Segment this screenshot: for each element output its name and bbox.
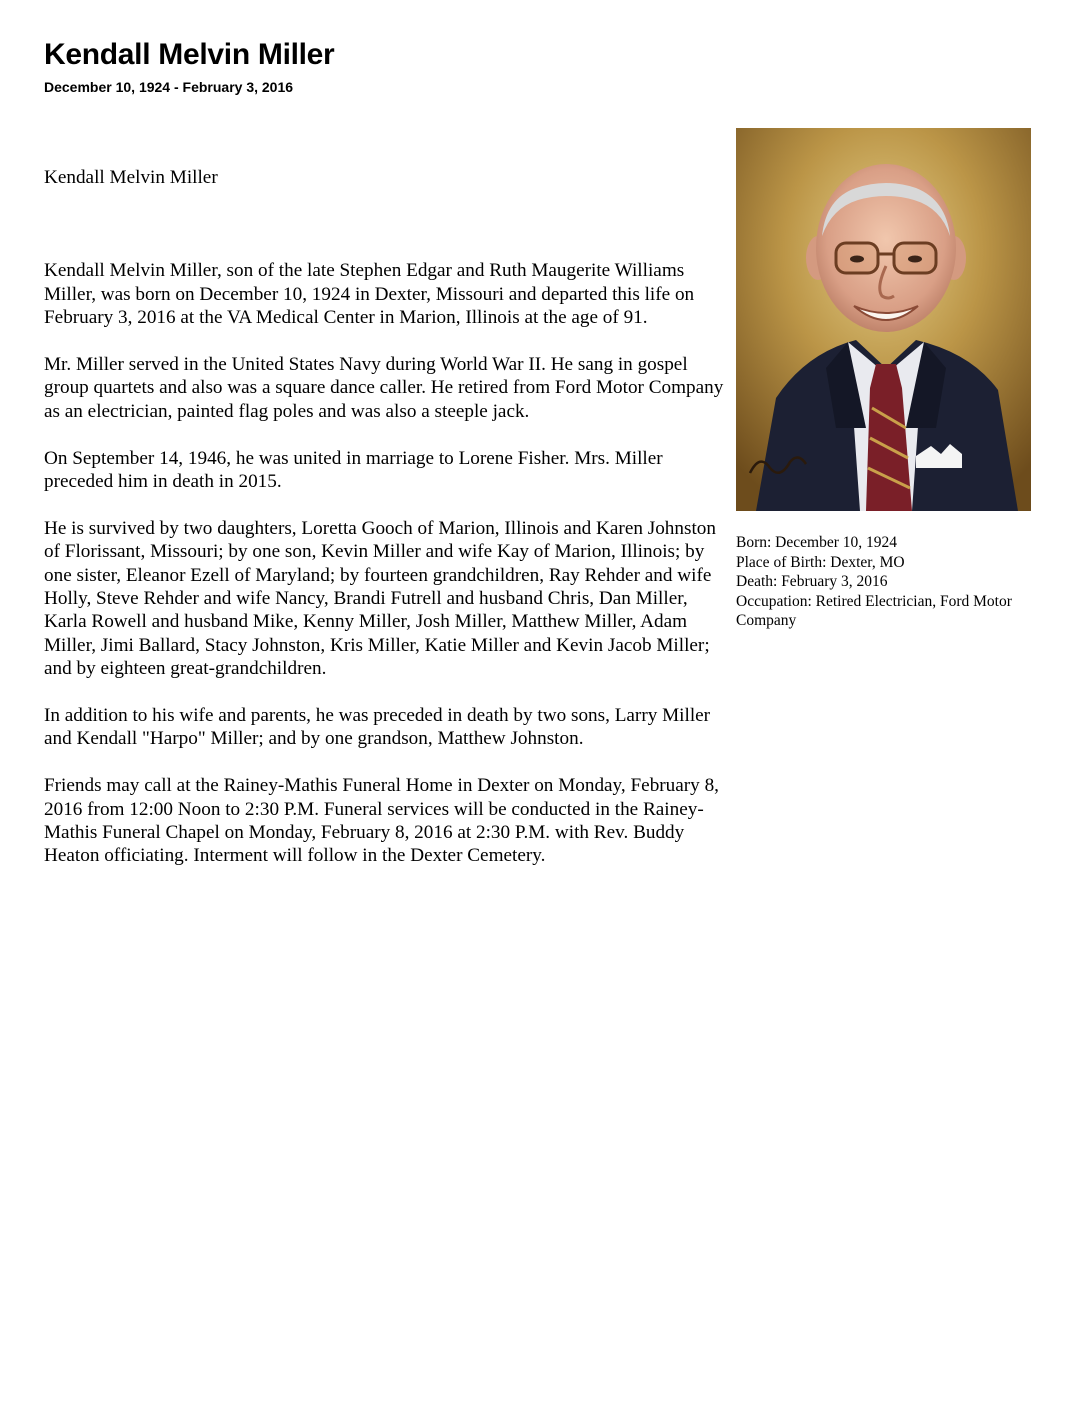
portrait-illustration: [736, 128, 1031, 511]
obituary-paragraph: Mr. Miller served in the United States Navy during World War II. He sang in gospel group quartets and also was a square dance caller. He retired from Ford Motor Company as an electrician, painted flag poles and was also a steeple jack.: [44, 354, 724, 422]
fact-death: Death: February 3, 2016: [736, 573, 888, 591]
biographical-facts: [736, 533, 1036, 631]
obituary-paragraph: In addition to his wife and parents, he was preceded in death by two sons, Larry Miller and Kendall "Harpo" Miller; and by one grandson, Matthew Johnston.: [44, 705, 711, 750]
obituary-paragraph: Kendall Melvin Miller, son of the late Stephen Edgar and Ruth Maugerite Williams Miller, was born on December 10, 1924 in Dexter, Missouri and departed this life on February 3, 2016 at the VA Medical Center in Marion, Illinois at the age of 91.: [44, 260, 695, 329]
obituary-paragraph: On September 14, 1946, he was united in marriage to Lorene Fisher. Mrs. Miller preceded him in death in 2015.: [44, 447, 663, 493]
life-dates: December 10, 1924 - February 3, 2016: [44, 79, 294, 95]
fact-place-of-birth: Place of Birth: Dexter, MO: [736, 553, 905, 571]
fact-occupation: Occupation: Retired Electrician, Ford Motor Company: [736, 592, 1012, 630]
page-title: Kendall Melvin Miller: [44, 38, 335, 71]
obituary-paragraph: Friends may call at the Rainey-Mathis Funeral Home in Dexter on Monday, February 8, 2016 from 12:00 Noon to 2:30 P.M. Funeral services will be conducted in the Rainey-Mathis Funeral Chapel on Monday, February 8, 2016 at 2:30 P.M. with Rev. Buddy Heaton officiating. Interment will follow in the Dexter Cemetery.: [44, 775, 719, 867]
fact-born: Born: December 10, 1924: [736, 534, 897, 551]
obituary-intro-name: Kendall Melvin Miller: [44, 167, 218, 188]
portrait-photo: [736, 128, 1031, 511]
obituary-body: [44, 166, 724, 891]
obituary-paragraph: He is survived by two daughters, Loretta Gooch of Marion, Illinois and Karen Johnston of Florissant, Missouri; by one son, Kevin Miller and wife Kay of Marion, Illinois; by one sister, Eleanor Ezell of Maryland; by fourteen grandchildren, Ray Rehder and wife Holly, Steve Rehder and wife Nancy, Brandi Futrell and husband Chris, Dan Miller, Karla Rowell and husband Mike, Kenny Miller, Josh Miller, Matthew Miller, Adam Miller, Jimi Ballard, Stacy Johnston, Kris Miller, Katie Miller and Kevin Jacob Miller; and by eighteen great-grandchildren.: [44, 517, 716, 680]
